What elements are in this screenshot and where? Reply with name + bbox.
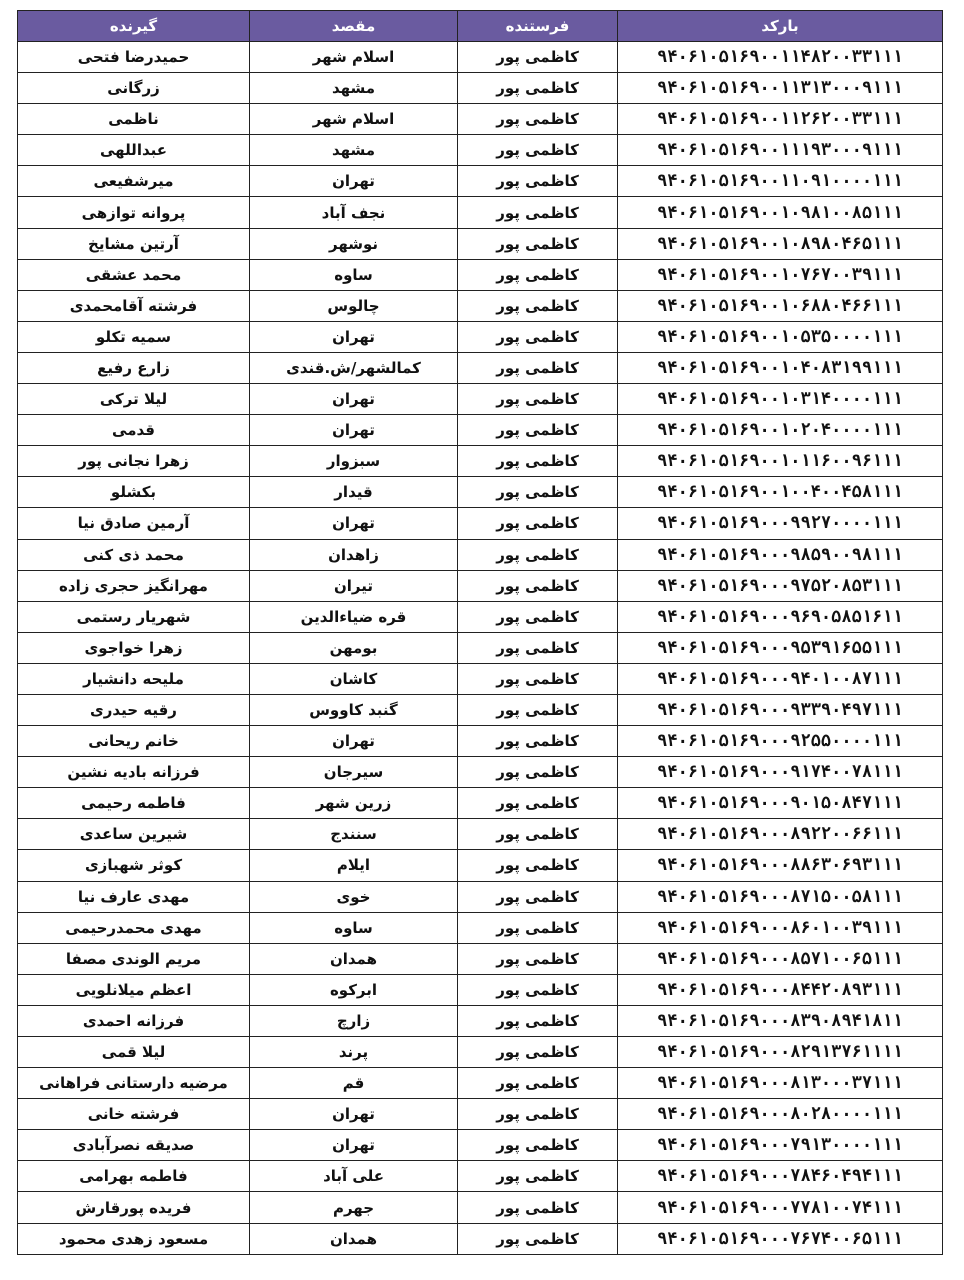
barcode-cell: ۹۴۰۶۱۰۵۱۶۹۰۰۱۰۹۸۱۰۰۸۵۱۱۱ (618, 197, 943, 228)
sender-cell: کاظمی پور (458, 570, 618, 601)
sender-cell: کاظمی پور (458, 726, 618, 757)
table-row (18, 228, 943, 259)
receiver-cell: ملیحه دانشیار (18, 663, 250, 694)
receiver-cell: خانم ریحانی (18, 726, 250, 757)
receiver-cell: فرزانه احمدی (18, 1005, 250, 1036)
destination-cell: قره ضیاءالدین (250, 601, 458, 632)
sender-cell: کاظمی پور (458, 42, 618, 73)
destination-cell: سنندج (250, 819, 458, 850)
sender-cell: کاظمی پور (458, 1037, 618, 1068)
receiver-cell: محمد عشقی (18, 259, 250, 290)
sender-cell: کاظمی پور (458, 352, 618, 383)
barcode-cell: ۹۴۰۶۱۰۵۱۶۹۰۰۰۸۷۱۵۰۰۵۸۱۱۱ (618, 881, 943, 912)
table-row (18, 1005, 943, 1036)
barcode-cell: ۹۴۰۶۱۰۵۱۶۹۰۰۱۱۰۹۱۰۰۰۰۱۱۱ (618, 166, 943, 197)
shipment-table (17, 10, 943, 1255)
destination-cell: تهران (250, 726, 458, 757)
receiver-cell: محمد ذی کنی (18, 539, 250, 570)
destination-cell: قم (250, 1068, 458, 1099)
destination-cell: همدان (250, 1223, 458, 1254)
receiver-cell: آرمین صادق نیا (18, 508, 250, 539)
sender-cell: کاظمی پور (458, 1192, 618, 1223)
sender-cell: کاظمی پور (458, 477, 618, 508)
table-header-row (18, 11, 943, 42)
barcode-cell: ۹۴۰۶۱۰۵۱۶۹۰۰۰۹۲۵۵۰۰۰۰۱۱۱ (618, 726, 943, 757)
table-row (18, 632, 943, 663)
sender-cell: کاظمی پور (458, 135, 618, 166)
barcode-cell: ۹۴۰۶۱۰۵۱۶۹۰۰۱۰۶۸۸۰۴۶۶۱۱۱ (618, 290, 943, 321)
destination-cell: مشهد (250, 73, 458, 104)
sender-cell: کاظمی پور (458, 974, 618, 1005)
sender-cell: کاظمی پور (458, 508, 618, 539)
destination-cell: ابرکوه (250, 974, 458, 1005)
table-row (18, 663, 943, 694)
barcode-cell: ۹۴۰۶۱۰۵۱۶۹۰۰۰۸۹۲۲۰۰۶۶۱۱۱ (618, 819, 943, 850)
header-barcode: بارکد (618, 11, 943, 42)
receiver-cell: فرشته آقامحمدی (18, 290, 250, 321)
barcode-cell: ۹۴۰۶۱۰۵۱۶۹۰۰۰۹۳۳۹۰۴۹۷۱۱۱ (618, 694, 943, 725)
table-row (18, 104, 943, 135)
destination-cell: تهران (250, 166, 458, 197)
destination-cell: تهران (250, 384, 458, 415)
sender-cell: کاظمی پور (458, 104, 618, 135)
barcode-cell: ۹۴۰۶۱۰۵۱۶۹۰۰۰۹۴۰۱۰۰۸۷۱۱۱ (618, 663, 943, 694)
barcode-cell: ۹۴۰۶۱۰۵۱۶۹۰۰۰۸۶۰۱۰۰۳۹۱۱۱ (618, 912, 943, 943)
header-receiver: گیرنده (18, 11, 250, 42)
table-row (18, 477, 943, 508)
table-row (18, 757, 943, 788)
table-row (18, 1161, 943, 1192)
destination-cell: کاشان (250, 663, 458, 694)
receiver-cell: مهدی عارف نیا (18, 881, 250, 912)
destination-cell: چالوس (250, 290, 458, 321)
destination-cell: پرند (250, 1037, 458, 1068)
table-row (18, 881, 943, 912)
receiver-cell: بکشلو (18, 477, 250, 508)
barcode-cell: ۹۴۰۶۱۰۵۱۶۹۰۰۰۹۸۵۹۰۰۹۸۱۱۱ (618, 539, 943, 570)
barcode-cell: ۹۴۰۶۱۰۵۱۶۹۰۰۱۰۱۱۶۰۰۹۶۱۱۱ (618, 446, 943, 477)
destination-cell: علی آباد (250, 1161, 458, 1192)
receiver-cell: زهرا نجانی پور (18, 446, 250, 477)
destination-cell: تهران (250, 415, 458, 446)
sender-cell: کاظمی پور (458, 73, 618, 104)
barcode-cell: ۹۴۰۶۱۰۵۱۶۹۰۰۰۹۱۷۴۰۰۷۸۱۱۱ (618, 757, 943, 788)
destination-cell: سبزوار (250, 446, 458, 477)
sender-cell: کاظمی پور (458, 912, 618, 943)
barcode-cell: ۹۴۰۶۱۰۵۱۶۹۰۰۱۰۸۹۸۰۴۶۵۱۱۱ (618, 228, 943, 259)
destination-cell: ساوه (250, 912, 458, 943)
destination-cell: اسلام شهر (250, 42, 458, 73)
barcode-cell: ۹۴۰۶۱۰۵۱۶۹۰۰۱۰۳۱۴۰۰۰۰۱۱۱ (618, 384, 943, 415)
table-row (18, 1223, 943, 1254)
sender-cell: کاظمی پور (458, 321, 618, 352)
sender-cell: کاظمی پور (458, 881, 618, 912)
sender-cell: کاظمی پور (458, 197, 618, 228)
barcode-cell: ۹۴۰۶۱۰۵۱۶۹۰۰۱۰۲۰۴۰۰۰۰۱۱۱ (618, 415, 943, 446)
receiver-cell: زرگانی (18, 73, 250, 104)
table-row (18, 726, 943, 757)
table-row (18, 42, 943, 73)
table-row (18, 73, 943, 104)
table-row (18, 912, 943, 943)
table-row (18, 601, 943, 632)
table-row (18, 788, 943, 819)
table-row (18, 290, 943, 321)
barcode-cell: ۹۴۰۶۱۰۵۱۶۹۰۰۰۹۰۱۵۰۸۴۷۱۱۱ (618, 788, 943, 819)
sender-cell: کاظمی پور (458, 1223, 618, 1254)
receiver-cell: عبداللهی (18, 135, 250, 166)
barcode-cell: ۹۴۰۶۱۰۵۱۶۹۰۰۰۸۲۹۱۳۷۶۱۱۱۱ (618, 1037, 943, 1068)
barcode-cell: ۹۴۰۶۱۰۵۱۶۹۰۰۱۰۷۶۷۰۰۳۹۱۱۱ (618, 259, 943, 290)
receiver-cell: فاطمه بهرامی (18, 1161, 250, 1192)
barcode-cell: ۹۴۰۶۱۰۵۱۶۹۰۰۰۹۶۹۰۵۸۵۱۶۱۱ (618, 601, 943, 632)
barcode-cell: ۹۴۰۶۱۰۵۱۶۹۰۰۰۸۱۳۰۰۰۳۷۱۱۱ (618, 1068, 943, 1099)
receiver-cell: فرشته خانی (18, 1099, 250, 1130)
table-row (18, 943, 943, 974)
receiver-cell: شیرین ساعدی (18, 819, 250, 850)
receiver-cell: مسعود زهدی محمود (18, 1223, 250, 1254)
receiver-cell: صدیقه نصرآبادی (18, 1130, 250, 1161)
destination-cell: همدان (250, 943, 458, 974)
table-row (18, 974, 943, 1005)
receiver-cell: فرزانه بادیه نشین (18, 757, 250, 788)
destination-cell: سیرجان (250, 757, 458, 788)
table-row (18, 1037, 943, 1068)
table-row (18, 819, 943, 850)
destination-cell: جهرم (250, 1192, 458, 1223)
sender-cell: کاظمی پور (458, 819, 618, 850)
destination-cell: نوشهر (250, 228, 458, 259)
destination-cell: تیران (250, 570, 458, 601)
sender-cell: کاظمی پور (458, 1161, 618, 1192)
barcode-cell: ۹۴۰۶۱۰۵۱۶۹۰۰۱۰۴۰۸۳۱۹۹۱۱۱ (618, 352, 943, 383)
receiver-cell: زهرا خواجوی (18, 632, 250, 663)
barcode-cell: ۹۴۰۶۱۰۵۱۶۹۰۰۰۸۸۶۳۰۶۹۳۱۱۱ (618, 850, 943, 881)
barcode-cell: ۹۴۰۶۱۰۵۱۶۹۰۰۰۷۶۷۴۰۰۶۵۱۱۱ (618, 1223, 943, 1254)
destination-cell: تهران (250, 321, 458, 352)
sender-cell: کاظمی پور (458, 601, 618, 632)
table-row (18, 321, 943, 352)
table-row (18, 259, 943, 290)
table-row (18, 1130, 943, 1161)
barcode-cell: ۹۴۰۶۱۰۵۱۶۹۰۰۰۸۳۹۰۸۹۴۱۸۱۱ (618, 1005, 943, 1036)
barcode-cell: ۹۴۰۶۱۰۵۱۶۹۰۰۱۱۳۱۳۰۰۰۹۱۱۱ (618, 73, 943, 104)
destination-cell: تهران (250, 1130, 458, 1161)
barcode-cell: ۹۴۰۶۱۰۵۱۶۹۰۰۰۸۴۴۲۰۸۹۳۱۱۱ (618, 974, 943, 1005)
receiver-cell: حمیدرضا فتحی (18, 42, 250, 73)
receiver-cell: میرشفیعی (18, 166, 250, 197)
destination-cell: ایلام (250, 850, 458, 881)
sender-cell: کاظمی پور (458, 694, 618, 725)
receiver-cell: لیلا قمی (18, 1037, 250, 1068)
destination-cell: تهران (250, 508, 458, 539)
table-row (18, 384, 943, 415)
barcode-cell: ۹۴۰۶۱۰۵۱۶۹۰۰۱۰۵۳۵۰۰۰۰۱۱۱ (618, 321, 943, 352)
receiver-cell: لیلا ترکی (18, 384, 250, 415)
sender-cell: کاظمی پور (458, 290, 618, 321)
receiver-cell: شهریار رستمی (18, 601, 250, 632)
receiver-cell: مهرانگیز حجری زاده (18, 570, 250, 601)
table-row (18, 1192, 943, 1223)
sender-cell: کاظمی پور (458, 166, 618, 197)
receiver-cell: پروانه توازهی (18, 197, 250, 228)
table-row (18, 166, 943, 197)
sender-cell: کاظمی پور (458, 415, 618, 446)
receiver-cell: آرتین مشایخ (18, 228, 250, 259)
table-row (18, 415, 943, 446)
table-row (18, 539, 943, 570)
receiver-cell: مرضیه دارستانی فراهانی (18, 1068, 250, 1099)
barcode-cell: ۹۴۰۶۱۰۵۱۶۹۰۰۱۱۲۶۲۰۰۳۳۱۱۱ (618, 104, 943, 135)
table-row (18, 694, 943, 725)
header-sender: فرستنده (458, 11, 618, 42)
table-row (18, 446, 943, 477)
sender-cell: کاظمی پور (458, 788, 618, 819)
sender-cell: کاظمی پور (458, 1099, 618, 1130)
sender-cell: کاظمی پور (458, 757, 618, 788)
receiver-cell: ناظمی (18, 104, 250, 135)
table-row (18, 197, 943, 228)
receiver-cell: کوثر شهبازی (18, 850, 250, 881)
sender-cell: کاظمی پور (458, 228, 618, 259)
barcode-cell: ۹۴۰۶۱۰۵۱۶۹۰۰۰۸۵۷۱۰۰۶۵۱۱۱ (618, 943, 943, 974)
sender-cell: کاظمی پور (458, 259, 618, 290)
receiver-cell: فاطمه رحیمی (18, 788, 250, 819)
barcode-cell: ۹۴۰۶۱۰۵۱۶۹۰۰۰۷۸۴۶۰۴۹۴۱۱۱ (618, 1161, 943, 1192)
destination-cell: کمالشهر/ش.قندی (250, 352, 458, 383)
destination-cell: گنبد کاووس (250, 694, 458, 725)
sender-cell: کاظمی پور (458, 384, 618, 415)
receiver-cell: سمیه تکلو (18, 321, 250, 352)
barcode-cell: ۹۴۰۶۱۰۵۱۶۹۰۰۰۷۷۸۱۰۰۷۴۱۱۱ (618, 1192, 943, 1223)
table-row (18, 1068, 943, 1099)
destination-cell: قیدار (250, 477, 458, 508)
table-row (18, 850, 943, 881)
sender-cell: کاظمی پور (458, 1005, 618, 1036)
barcode-cell: ۹۴۰۶۱۰۵۱۶۹۰۰۰۹۵۳۹۱۶۵۵۱۱۱ (618, 632, 943, 663)
barcode-cell: ۹۴۰۶۱۰۵۱۶۹۰۰۰۷۹۱۳۰۰۰۰۱۱۱ (618, 1130, 943, 1161)
receiver-cell: مریم الوندی مصفا (18, 943, 250, 974)
receiver-cell: فریده پورقارش (18, 1192, 250, 1223)
table-row (18, 508, 943, 539)
destination-cell: بومهن (250, 632, 458, 663)
sender-cell: کاظمی پور (458, 850, 618, 881)
destination-cell: ساوه (250, 259, 458, 290)
receiver-cell: زارع رفیع (18, 352, 250, 383)
sender-cell: کاظمی پور (458, 663, 618, 694)
destination-cell: خوی (250, 881, 458, 912)
barcode-cell: ۹۴۰۶۱۰۵۱۶۹۰۰۰۹۷۵۲۰۸۵۳۱۱۱ (618, 570, 943, 601)
sender-cell: کاظمی پور (458, 539, 618, 570)
sender-cell: کاظمی پور (458, 1068, 618, 1099)
receiver-cell: اعظم میلانلویی (18, 974, 250, 1005)
barcode-cell: ۹۴۰۶۱۰۵۱۶۹۰۰۱۱۱۹۳۰۰۰۹۱۱۱ (618, 135, 943, 166)
destination-cell: زاهدان (250, 539, 458, 570)
destination-cell: نجف آباد (250, 197, 458, 228)
destination-cell: اسلام شهر (250, 104, 458, 135)
destination-cell: زارچ (250, 1005, 458, 1036)
receiver-cell: مهدی محمدرحیمی (18, 912, 250, 943)
sender-cell: کاظمی پور (458, 943, 618, 974)
destination-cell: مشهد (250, 135, 458, 166)
sender-cell: کاظمی پور (458, 632, 618, 663)
table-row (18, 135, 943, 166)
destination-cell: زرین شهر (250, 788, 458, 819)
table-row (18, 570, 943, 601)
receiver-cell: قدمی (18, 415, 250, 446)
receiver-cell: رقیه حیدری (18, 694, 250, 725)
destination-cell: تهران (250, 1099, 458, 1130)
header-destination: مقصد (250, 11, 458, 42)
barcode-cell: ۹۴۰۶۱۰۵۱۶۹۰۰۰۸۰۲۸۰۰۰۰۱۱۱ (618, 1099, 943, 1130)
table-row (18, 1099, 943, 1130)
barcode-cell: ۹۴۰۶۱۰۵۱۶۹۰۰۰۹۹۲۷۰۰۰۰۱۱۱ (618, 508, 943, 539)
barcode-cell: ۹۴۰۶۱۰۵۱۶۹۰۰۱۱۴۸۲۰۰۳۳۱۱۱ (618, 42, 943, 73)
sender-cell: کاظمی پور (458, 1130, 618, 1161)
sender-cell: کاظمی پور (458, 446, 618, 477)
barcode-cell: ۹۴۰۶۱۰۵۱۶۹۰۰۱۰۰۴۰۰۴۵۸۱۱۱ (618, 477, 943, 508)
table-row (18, 352, 943, 383)
